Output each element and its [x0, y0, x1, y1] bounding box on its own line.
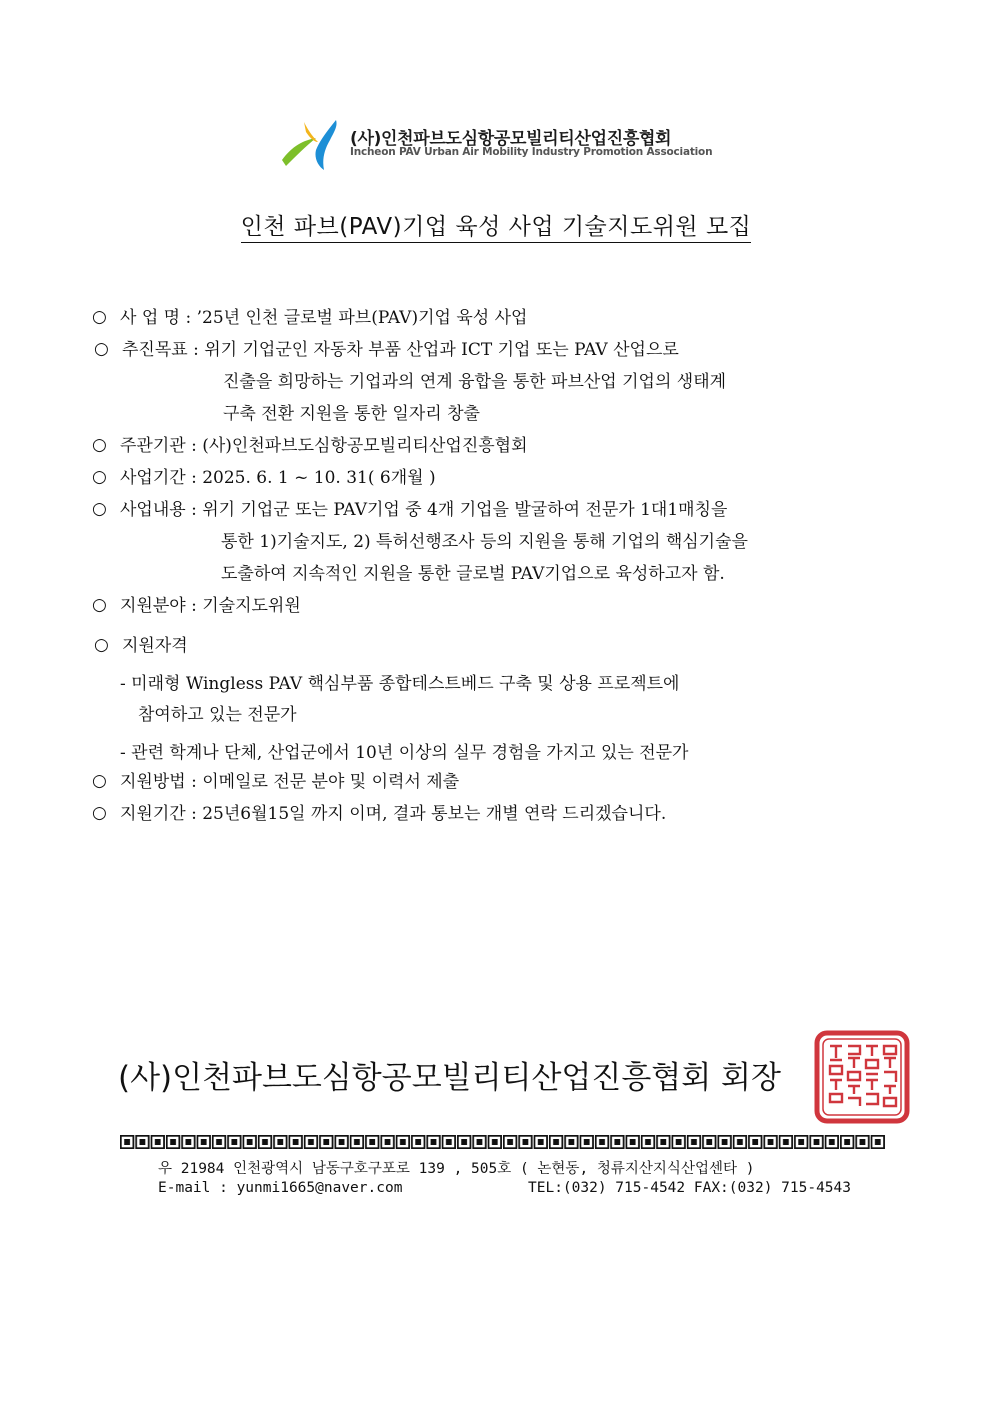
- item-method: 지원방법 : 이메일로 전문 분야 및 이력서 제출: [120, 772, 460, 792]
- bullet-marker: ○: [92, 595, 107, 615]
- logo-name-english: Incheon PAV Urban Air Mobility Industry Promotion Association: [350, 146, 713, 158]
- bullet-marker: ○: [92, 435, 107, 455]
- footer-email: E-mail : yunmi1665@naver.com: [158, 1180, 403, 1196]
- item-goal-cont: 구축 전환 지원을 통한 일자리 창출: [223, 404, 480, 424]
- item-deadline: 지원기간 : 25년6월15일 까지 이며, 결과 통보는 개별 연락 드리겠습니다.: [120, 804, 667, 824]
- bullet-marker: ○: [92, 467, 107, 487]
- item-goal-cont: 진출을 희망하는 기업과의 연계 융합을 통한 파브산업 기업의 생태계: [223, 372, 727, 392]
- decorative-divider: [120, 1135, 886, 1149]
- document-title: [0, 208, 992, 241]
- official-seal-icon: [814, 1030, 910, 1124]
- item-content-cont: 도출하여 지속적인 지원을 통한 글로벌 PAV기업으로 육성하고자 함.: [221, 564, 725, 584]
- item-qualification-detail: - 관련 학계나 단체, 산업군에서 10년 이상의 실무 경험을 가지고 있는 전문가: [120, 743, 689, 763]
- item-goal: 추진목표 : 위기 기업군인 자동차 부품 산업과 ICT 기업 또는 PAV 산업으로: [122, 340, 679, 360]
- logo-name-korean: (사)인천파브도심항공모빌리티산업진흥협회: [350, 129, 672, 149]
- item-qualification-detail-cont: 참여하고 있는 전문가: [138, 705, 297, 725]
- signer-name: (사)인천파브도심항공모빌리티산업진흥협회 회장: [118, 1060, 781, 1096]
- item-content-cont: 통한 1)기술지도, 2) 특허선행조사 등의 지원을 통해 기업의 핵심기술을: [221, 532, 748, 552]
- item-organizer: 주관기관 : (사)인천파브도심항공모빌리티산업진흥협회: [120, 436, 528, 456]
- item-content: 사업내용 : 위기 기업군 또는 PAV기업 중 4개 기업을 발굴하여 전문가 1대1매칭을: [120, 500, 728, 520]
- bullet-marker: ○: [92, 771, 107, 791]
- logo-mark-icon: [278, 116, 342, 172]
- item-qualification-detail: - 미래형 Wingless PAV 핵심부품 종합테스트베드 구축 및 상용 프로젝트에: [120, 674, 680, 694]
- footer-phone-fax: TEL:(032) 715-4542 FAX:(032) 715-4543: [528, 1180, 852, 1196]
- item-period: 사업기간 : 2025. 6. 1 ~ 10. 31( 6개월 ): [120, 468, 436, 488]
- bullet-marker: ○: [94, 635, 109, 655]
- item-field: 지원분야 : 기술지도위원: [120, 596, 301, 616]
- association-logo: [278, 116, 718, 172]
- footer-address: 우 21984 인천광역시 남동구호구포로 139 , 505호 ( 논현동, 청류지산지식산업센타 ): [158, 1161, 755, 1177]
- bullet-marker: ○: [92, 307, 107, 327]
- item-qualification: 지원자격: [122, 636, 188, 656]
- title-text: 인천 파브(PAV)기업 육성 사업 기술지도위원 모집: [241, 214, 752, 243]
- bullet-marker: ○: [94, 339, 109, 359]
- bullet-marker: ○: [92, 499, 107, 519]
- bullet-marker: ○: [92, 803, 107, 823]
- item-business-name: 사 업 명 : ’25년 인천 글로벌 파브(PAV)기업 육성 사업: [120, 308, 528, 328]
